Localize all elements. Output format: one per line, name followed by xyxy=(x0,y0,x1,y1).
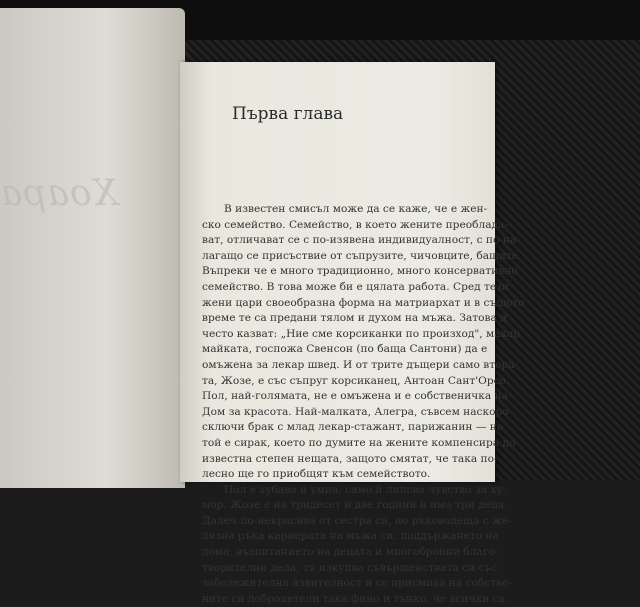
text-line: Пол, най-голямата, не е омъжена и е собственичка на xyxy=(202,390,508,403)
chapter-title: Първа глава xyxy=(232,104,344,124)
text-line: лесно ще го приобщят към семейството. xyxy=(202,468,431,481)
text-line: забележителна язвителност и се присмива на собстве- xyxy=(202,577,512,590)
text-line: дома, възпитанието на децата и многобройни благо- xyxy=(202,546,499,559)
text-line: ните си добродетели така фино и тънко, че всички са xyxy=(202,592,505,605)
text-line: лагащо се присъствие от съпрузите, чичовците, бащите. xyxy=(202,249,522,262)
text-line: известна степен нещата, защото смятат, че така по- xyxy=(202,452,498,465)
text-line: омъжена за лекар швед. И от трите дъщери само втора- xyxy=(202,358,519,371)
text-line: той е сирак, което по думите на жените компенсира до xyxy=(202,436,516,449)
text-line: ско семейство. Семейство, в което жените преоблада- xyxy=(202,218,508,231)
text-line: жени цари своеобразна форма на матриархат и в същото xyxy=(202,296,525,309)
text-line: творителни дела, тя изкупва съвършенствата си със xyxy=(202,561,498,574)
text-line: В известен смисъл може да се каже, че е жен- xyxy=(224,203,488,215)
text-line: Въпреки че е много традиционно, много консервативно xyxy=(202,265,518,278)
right-page xyxy=(180,62,525,605)
text-line: Далеч по-некрасива от сестра си, но ръководеща с же- xyxy=(202,514,512,527)
text-line: мор. Жозе е на тридесет и две години и има три деца. xyxy=(202,499,508,512)
text-line: ват, отличават се с по-изявена индивидуалност, с по-на- xyxy=(202,234,520,247)
text-line: майката, госпожа Свенсон (по баща Сантони) да е xyxy=(202,343,488,356)
text-line: често казват: „Ние сме корсиканки по произход", макар xyxy=(202,327,521,340)
text-line: лязна ръка кариерата на мъжа си, поддържането на xyxy=(202,530,499,543)
text-line: време те са предани тялом и духом на мъжа. Затова и xyxy=(202,312,508,325)
text-line: Пол е хубава и умна; само й липсва чувство за ху- xyxy=(224,483,507,496)
text-line: семейство. В това може би е цялата работа. Сред тези xyxy=(202,280,509,293)
left-page xyxy=(0,8,185,488)
chapter-text xyxy=(202,202,525,607)
text-line: сключи брак с млад лекар-стажант, парижанин — но xyxy=(202,421,504,434)
text-line: та, Жозе, е със съпруг корсиканец, Антоан Сант'Орсо. xyxy=(202,374,510,387)
show-through-title: Хоара xyxy=(0,173,119,214)
text-line: Дом за красота. Най-малката, Алегра, съвсем наскоро xyxy=(202,405,509,418)
